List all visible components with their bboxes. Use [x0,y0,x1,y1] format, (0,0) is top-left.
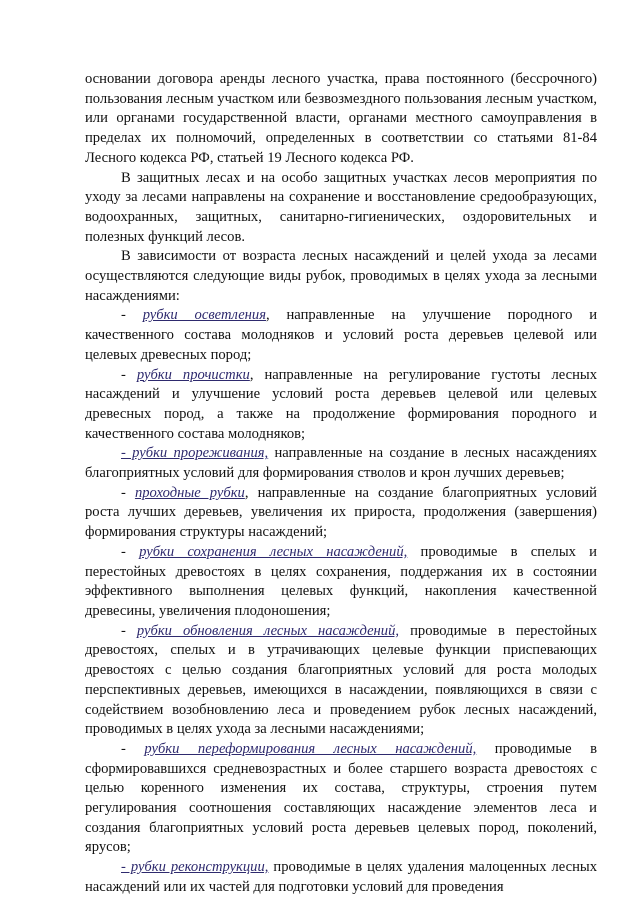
paragraph [85,306,597,365]
felling-type-term: рубки прочистки [136,366,250,383]
felling-type-term: рубки осветления [142,307,267,324]
paragraph [85,740,597,858]
felling-type-term: рубки переформирования лесных насаждений, [144,740,477,757]
paragraph-text: проводимые в перестойных древостоях, спелых и в утрачивающих целевые функции приспевающих древостоях с целью создания благоприятных условий для роста молодых перспективных деревьев, имеющихся в насаждении, появляющихся в связи с содействием возобновлению леса и проведением рубок лесных насаждений, проводимых в целях ухода за лесными насаждениями; [85,622,597,738]
felling-type-term: - рубки реконструкции, [121,859,269,876]
paragraph-text: - [121,307,143,324]
paragraph [85,622,597,740]
paragraph-text: - [121,622,137,639]
paragraph-text: , направленные на улучшение породного и качественного состава молодняков и условий роста деревьев целевой или целевых древесных пород; [85,307,597,363]
paragraph-text: - [121,484,135,501]
felling-type-term: рубки сохранения лесных насаждений, [139,543,408,560]
paragraph [85,858,597,897]
paragraph-text: проводимые в сформировавшихся средневозрастных и более старшего возраста древостоях с целью коренного изменения их состава, структуры, строения путем регулирования соотношения составляющих насаждение элементов леса и создания благоприятных условий роста деревьев целевых пород, поколений, ярусов; [85,740,598,856]
paragraph-text: В защитных лесах и на особо защитных участках лесов мероприятия по уходу за лесами направлены на сохранение и восстановление средообразующих, водоохранных, защитных, санитарно-гигиенических, оздоровительных и полезных функций лесов. [85,169,597,245]
paragraph [85,366,597,445]
paragraph-text: - [121,740,145,757]
paragraph-text: , направленные на регулирование густоты лесных насаждений и улучшение условий роста деревьев целевой или целевых древесных пород, а также на продолжение формирования породного и качественного состава молодняков; [85,366,597,442]
paragraph-text: проводимые в спелых и перестойных древостоях в целях сохранения, поддержания их в состоянии эффективного выполнения целевых функций, накопления качественной древесины, увеличения плодоношения; [85,543,597,619]
paragraph-text: основании договора аренды лесного участка, права постоянного (бессрочного) пользования лесным участком или безвозмездного пользования лесным участком, или органами государственной власти, органами местного самоуправления в пределах их полномочий, определенных в соответствии со статьями 81-84 Лесного кодекса РФ, статьей 19 Лесного кодекса РФ. [85,71,597,166]
document-page [85,70,597,898]
paragraph [85,169,597,248]
felling-type-term: - рубки прореживания, [121,445,269,462]
paragraph [85,444,597,483]
paragraph-text: - [121,366,137,383]
paragraph-text: направленные на создание в лесных насаждениях благоприятных условий для формирования стволов и крон лучших деревьев; [85,445,597,482]
paragraph [85,70,597,169]
paragraph [85,247,597,306]
felling-type-term: рубки обновления лесных насаждений, [136,622,400,639]
paragraph-text: , направленные на создание благоприятных условий роста лучших деревьев, увеличения их прироста, продолжения (завершения) формирования структуры насаждений; [85,484,597,541]
paragraph-text: - [121,543,140,560]
paragraph-text: В зависимости от возраста лесных насаждений и целей ухода за лесами осуществляются следующие виды рубок, проводимых в целях ухода за лесными насаждениями: [85,248,597,304]
paragraph-text: проводимые в целях удаления малоценных лесных насаждений или их частей для подготовки условий для проведения [85,859,598,895]
paragraph [85,543,597,622]
felling-type-term: проходные рубки [134,484,245,501]
paragraph [85,484,597,543]
